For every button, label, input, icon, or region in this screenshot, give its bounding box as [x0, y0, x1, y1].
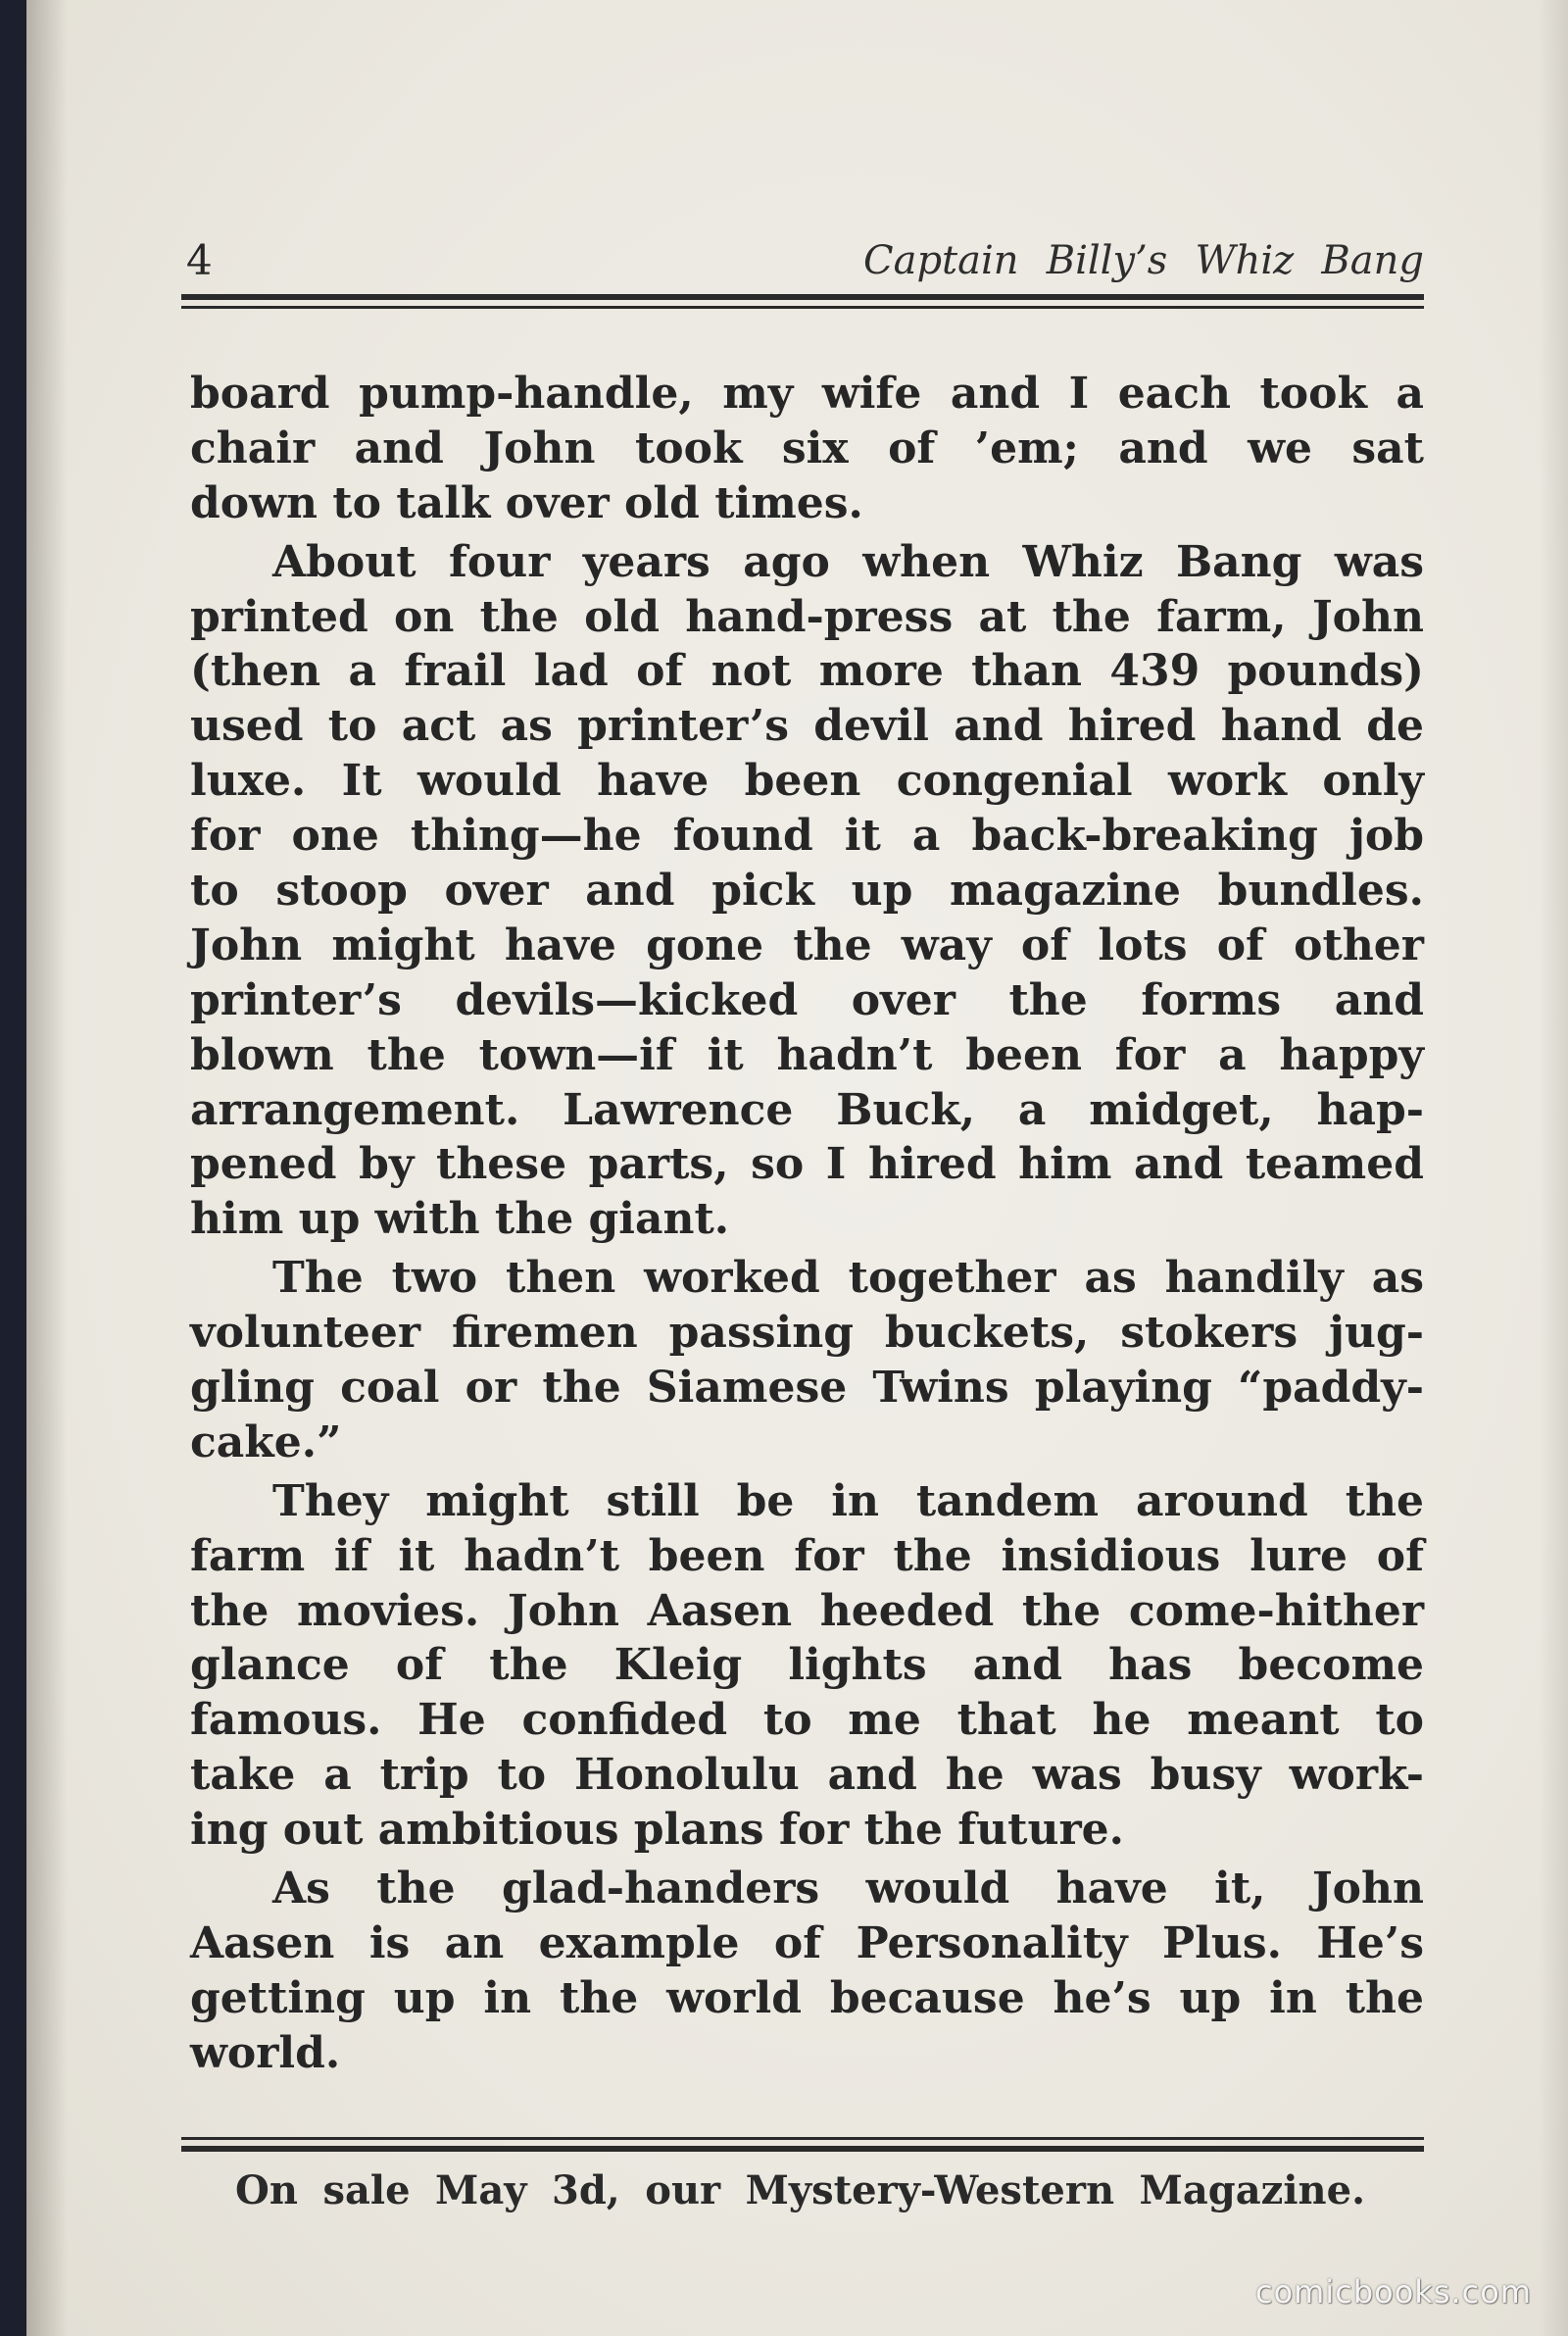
page-edge-shade: [1539, 0, 1568, 2336]
text-line: [190, 590, 1424, 645]
text-line: [190, 754, 1424, 809]
text-line: [190, 1916, 1424, 1971]
text-line: [190, 535, 1424, 590]
text-line: [190, 1638, 1424, 1693]
text-line: [190, 1693, 1424, 1748]
text-line-content: John might have gone the way of lots of other: [190, 919, 1424, 970]
text-line-content: world.: [190, 2027, 341, 2078]
running-title: [863, 235, 1424, 286]
text-line: [190, 644, 1424, 699]
text-line: [190, 809, 1424, 864]
text-line-content: blown the town—if it hadn’t been for a happy: [190, 1029, 1424, 1080]
text-line-content: As the glad-handers would have it, John: [272, 1864, 1424, 1914]
text-line-content: take a trip to Honolulu and he was busy work-: [190, 1750, 1424, 1801]
text-line: [190, 1416, 1424, 1470]
paragraph: [190, 1862, 1424, 2081]
text-line-content: getting up in the world because he’s up in the: [190, 1972, 1424, 2023]
text-line-content: board pump-handle, my wife and I each took a: [190, 369, 1424, 419]
text-line: [190, 1748, 1424, 1803]
text-line-content: farm if it hadn’t been for the insidious lure of: [190, 1530, 1424, 1581]
text-line: [190, 1584, 1424, 1639]
text-line: [190, 864, 1424, 919]
text-line-content: They might still be in tandem around the: [272, 1475, 1424, 1526]
paragraph: [190, 535, 1424, 1248]
gutter-shadow: [26, 0, 68, 2336]
text-line: [190, 1251, 1424, 1306]
text-line-content: chair and John took six of ’em; and we sat: [190, 422, 1424, 473]
text-line-content: About four years ago when Whiz Bang was: [272, 536, 1424, 587]
text-line-content: printer’s devils—kicked over the forms and: [190, 974, 1424, 1025]
text-line-content: for one thing—he found it a back-breaking job: [190, 811, 1424, 862]
text-line: [190, 1083, 1424, 1138]
text-line-content: the movies. John Aasen heeded the come-hither: [190, 1585, 1424, 1636]
paragraph: [190, 367, 1424, 531]
paragraph: [190, 1251, 1424, 1470]
header-rule-thin: [181, 306, 1424, 309]
text-line: [190, 919, 1424, 973]
text-line: [190, 699, 1424, 754]
text-line-content: ing out ambitious plans for the future.: [190, 1805, 1124, 1856]
watermark: comicbooks.com: [1254, 2273, 1532, 2311]
text-line-content: famous. He confided to me that he meant to: [190, 1695, 1424, 1746]
text-line: [190, 1306, 1424, 1361]
text-line: [190, 367, 1424, 422]
body-text: [190, 367, 1424, 2081]
text-line: [190, 1862, 1424, 1916]
text-line-content: glance of the Kleig lights and has become: [190, 1640, 1424, 1691]
text-line: [190, 422, 1424, 476]
text-line-content: The two then worked together as handily as: [272, 1253, 1424, 1304]
footer-notice-text: On sale May 3d, our Mystery-Western Magazine.: [235, 2167, 1365, 2213]
page-number: 4: [186, 236, 213, 284]
text-line: [190, 1803, 1424, 1858]
text-line-content: luxe. It would have been congenial work only: [190, 756, 1424, 807]
header-rule-thick: [181, 294, 1424, 300]
text-line-content: used to act as printer’s devil and hired hand de: [190, 701, 1424, 752]
paragraph: [190, 1474, 1424, 1858]
text-line: [190, 1971, 1424, 2026]
text-line: [190, 476, 1424, 531]
text-line-content: to stoop over and pick up magazine bundles.: [190, 866, 1424, 917]
text-line: [190, 1474, 1424, 1529]
text-line-content: down to talk over old times.: [190, 477, 863, 528]
footer-notice: [235, 2166, 1365, 2215]
footer-rule-thick: [181, 2146, 1424, 2152]
text-line-content: him up with the giant.: [190, 1194, 730, 1245]
text-line: [190, 2026, 1424, 2081]
text-line: [190, 1028, 1424, 1083]
text-line: [190, 1137, 1424, 1192]
text-line-content: arrangement. Lawrence Buck, a midget, hap-: [190, 1084, 1424, 1135]
text-line-content: pened by these parts, so I hired him and teamed: [190, 1139, 1424, 1190]
footer-rule-thin: [181, 2137, 1424, 2140]
text-line-content: volunteer firemen passing buckets, stokers jug-: [190, 1308, 1424, 1359]
text-line: [190, 973, 1424, 1028]
binding-edge: [0, 0, 26, 2336]
text-line-content: printed on the old hand-press at the farm, John: [190, 591, 1424, 642]
text-line: [190, 1361, 1424, 1416]
text-line-content: (then a frail lad of not more than 439 pounds): [190, 646, 1424, 697]
running-title-text: Captain Billy’s Whiz Bang: [863, 238, 1424, 283]
text-line-content: gling coal or the Siamese Twins playing “paddy-: [190, 1363, 1424, 1414]
text-line-content: cake.”: [190, 1417, 342, 1467]
text-line-content: Aasen is an example of Personality Plus. He’s: [190, 1917, 1424, 1968]
text-line: [190, 1529, 1424, 1584]
text-line: [190, 1192, 1424, 1247]
